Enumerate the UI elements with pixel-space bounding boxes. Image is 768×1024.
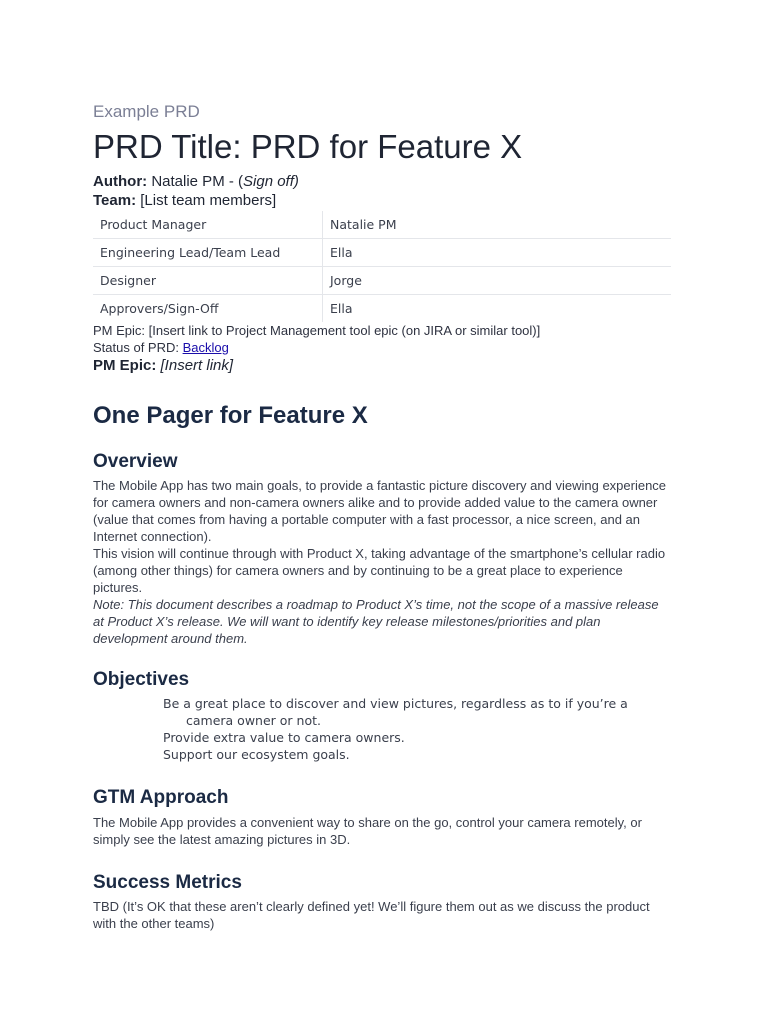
table-row xyxy=(93,239,671,267)
list-item: Be a great place to discover and view pictures, regardless as to if you’re a camera owner or not. xyxy=(163,696,628,728)
table-row xyxy=(93,295,671,323)
team-value: [List team members] xyxy=(136,192,277,209)
author-label: Author: xyxy=(93,173,148,190)
table-row xyxy=(93,211,671,239)
document-page xyxy=(93,101,671,932)
objectives-list xyxy=(93,695,671,763)
team-label: Team: xyxy=(93,192,137,209)
page-title xyxy=(93,127,671,167)
list-item: Support our ecosystem goals. xyxy=(163,747,350,762)
status-backlog-link[interactable]: Backlog xyxy=(182,340,229,355)
objectives-heading: Objectives xyxy=(93,669,190,690)
pm-epic-line: PM Epic: [Insert link to Project Management tool epic (on JIRA or similar tool)] xyxy=(93,323,541,338)
table-cell-name: Ella xyxy=(330,301,353,316)
team-line xyxy=(93,191,671,210)
status-label: Status of PRD: xyxy=(93,340,183,355)
approvers-table xyxy=(93,211,671,322)
list-item: Provide extra value to camera owners. xyxy=(163,730,405,745)
pm-epic-value: [Insert link] xyxy=(156,357,234,374)
table-cell-role: Approvers/Sign-Off xyxy=(93,295,323,323)
table-row xyxy=(93,267,671,295)
document-eyebrow: Example PRD xyxy=(93,102,200,121)
gtm-heading: GTM Approach xyxy=(93,787,229,808)
table-cell-name: Natalie PM xyxy=(323,211,672,239)
author-signoff: Sign off) xyxy=(243,173,299,190)
pm-epic-label: PM Epic: xyxy=(93,357,157,374)
author-value: Natalie PM - ( xyxy=(147,173,244,190)
status-line xyxy=(93,339,671,356)
table-cell-role: Engineering Lead/Team Lead xyxy=(93,239,323,267)
gtm-paragraph: The Mobile App provides a convenient way to share on the go, control your camera remotely, or simply see the latest amazing pictures in 3D. xyxy=(93,815,642,847)
success-metrics-paragraph: TBD (It’s OK that these aren’t clearly defined yet! We’ll figure them out as we discuss the product with the other teams) xyxy=(93,899,650,931)
author-line xyxy=(93,172,671,191)
table-cell-role: Designer xyxy=(93,267,323,295)
overview-paragraph-1: The Mobile App has two main goals, to provide a fantastic picture discovery and viewing experience for camera owners and non-camera owners alike and to provide added value to the camera owner (value that comes from having a portable computer with a fast processor, a nice screen, and an Internet connection). xyxy=(93,478,667,544)
table-cell-name: Jorge xyxy=(323,267,672,295)
title-prefix: PRD Title: xyxy=(93,128,242,165)
overview-note: Note: This document describes a roadmap to Product X’s time, not the scope of a massive release at Product X’s release. We will want to identify key release milestones/priorities and plan development around them. xyxy=(93,597,659,646)
overview-paragraph-2: This vision will continue through with Product X, taking advantage of the smartphone’s cellular radio (among other things) for camera owners and by continuing to be a great place to experience pictures. xyxy=(93,546,666,595)
one-pager-heading: One Pager for Feature X xyxy=(93,402,368,429)
pm-epic-link-line xyxy=(93,356,671,375)
success-metrics-heading: Success Metrics xyxy=(93,872,242,893)
title-text: PRD for Feature X xyxy=(241,128,523,165)
table-cell-role: Product Manager xyxy=(93,211,323,239)
overview-heading: Overview xyxy=(93,451,178,472)
table-cell-name: Ella xyxy=(323,239,672,267)
